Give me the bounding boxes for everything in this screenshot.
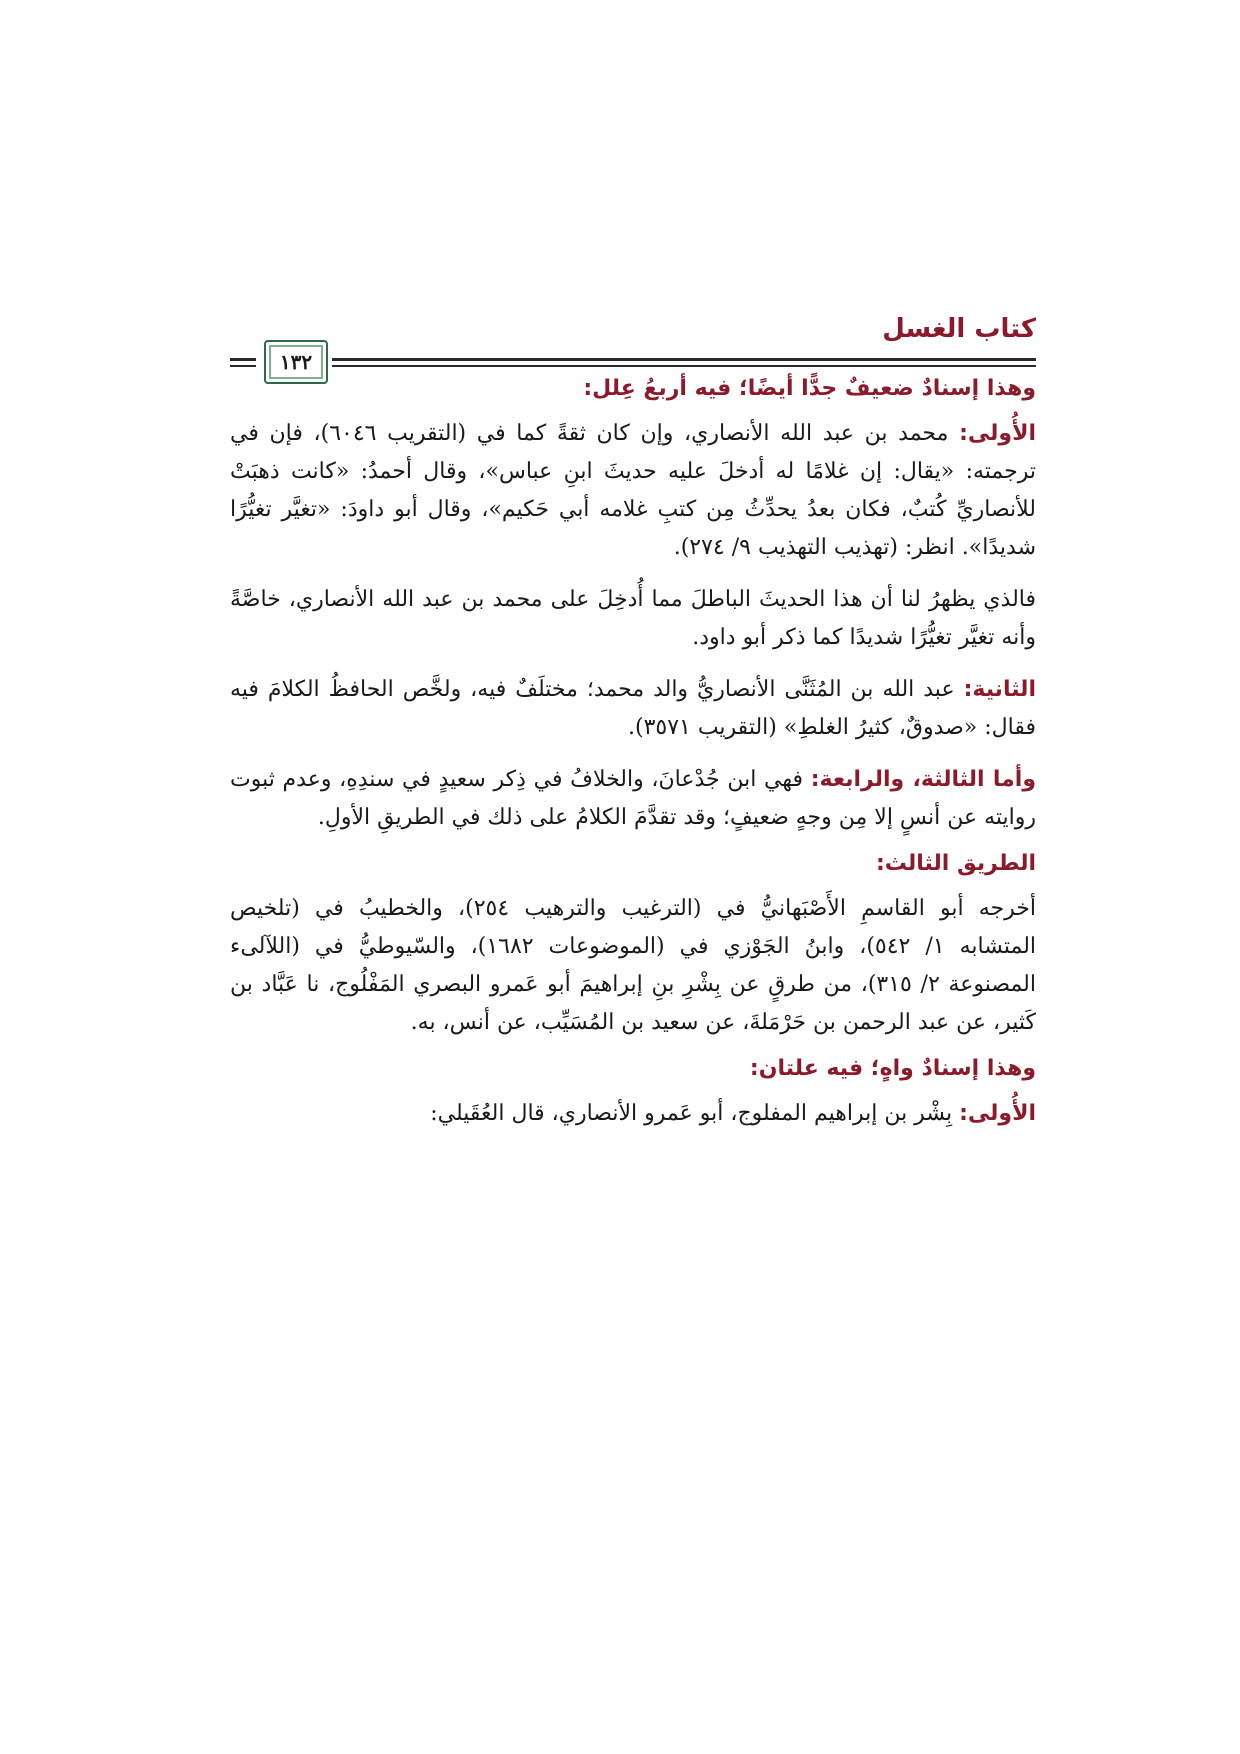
page-header [230,300,1036,374]
page-number: ١٣٢ [264,340,328,384]
paragraph-first-defect [230,415,1036,567]
paragraph-text: أخرجه أبو القاسمِ الأَصْبَهانيُّ في (الترغيب والترهيب ٢٥٤)، والخطيبُ في (تلخيص المتشابه ١/ ٥٤٢)، وابنُ الجَوْزي في (الموضوعات ١٦٨٢)، والسّيوطيُّ في (اللآلىء المصنوعة ٢/ ٣١٥)، من طرقٍ عن بِشْرِ بنِ إبراهيمَ أبو عَمرو البصري المَفْلُوج، نا عَبَّاد بن كَثير، عن عبد الرحمن بن حَرْمَلةَ، عن سعيد بن المُسَيِّب، عن أنس، به. [230,896,1037,1035]
book-page [230,300,1036,1147]
paragraph-third-route [230,890,1036,1042]
section-heading: وهذا إسنادٌ ضعيفٌ جدًّا أيضًا؛ فيه أربعُ عِلل: [583,376,1036,401]
header-rule-thin [230,365,1036,367]
paragraph-text: عبد الله بن المُثَنَّى الأنصاريُّ والد محمد؛ مختلَفٌ فيه، ولخَّص الحافظُ الكلامَ فيه فقال: «صدوقٌ، كثيرُ الغلطِ» (التقريب ٣٥٧١). [230,677,1036,740]
paragraph-text: فالذي يظهرُ لنا أن هذا الحديثَ الباطلَ مما أُدخِلَ على محمد بن عبد الله الأنصاري، خاصَّةً وأنه تغيَّر تغيُّرًا شديدًا كما ذكر أبو داود. [230,587,1036,650]
paragraph-label: الثانية: [963,677,1036,702]
paragraph-text: محمد بن عبد الله الأنصاري، وإن كان ثقةً كما في (التقريب ٦٠٤٦)، فإن في ترجمته: «يقال: إن غلامًا له أدخلَ عليه حديثَ ابنِ عباس»، وقال أحمدُ: «كانت ذهبَتْ للأنصاريِّ كُتبٌ، فكان بعدُ يحدِّثُ مِن كتبِ غلامه أبي حَكيم»، وقال أبو داودَ: «تغيَّر تغيُّرًا شديدًا». انظر: (تهذيب التهذيب ٩/ ٢٧٤). [230,421,1036,560]
paragraph-label: الأُولى: [959,421,1036,446]
paragraph-second-defect [230,671,1036,747]
paragraph-conclusion [230,581,1036,657]
paragraph-label: وأما الثالثة، والرابعة: [810,767,1036,792]
paragraph-label: الأُولى: [959,1101,1036,1126]
paragraph-third-fourth-defect [230,761,1036,837]
section-heading-two-defects: وهذا إسنادٌ واهٍ؛ فيه علتان: [749,1056,1036,1081]
section-heading-third-route: الطريق الثالث: [875,851,1036,876]
paragraph-first-defect-2 [230,1095,1036,1133]
book-title: كتاب الغسل [882,314,1036,344]
paragraph-text: بِشْر بن إبراهيم المفلوج، أبو عَمرو الأنصاري، قال العُقَيلي: [430,1101,953,1126]
header-rule [230,358,1036,361]
paragraph-text: فهي ابن جُدْعانَ، والخلافُ في ذِكر سعيدٍ في سندِهِ، وعدم ثبوت روايته عن أنسٍ إلا مِن وجهٍ ضعيفٍ؛ وقد تقدَّمَ الكلامُ على ذلك في الطريقِ الأولِ. [230,767,1036,830]
